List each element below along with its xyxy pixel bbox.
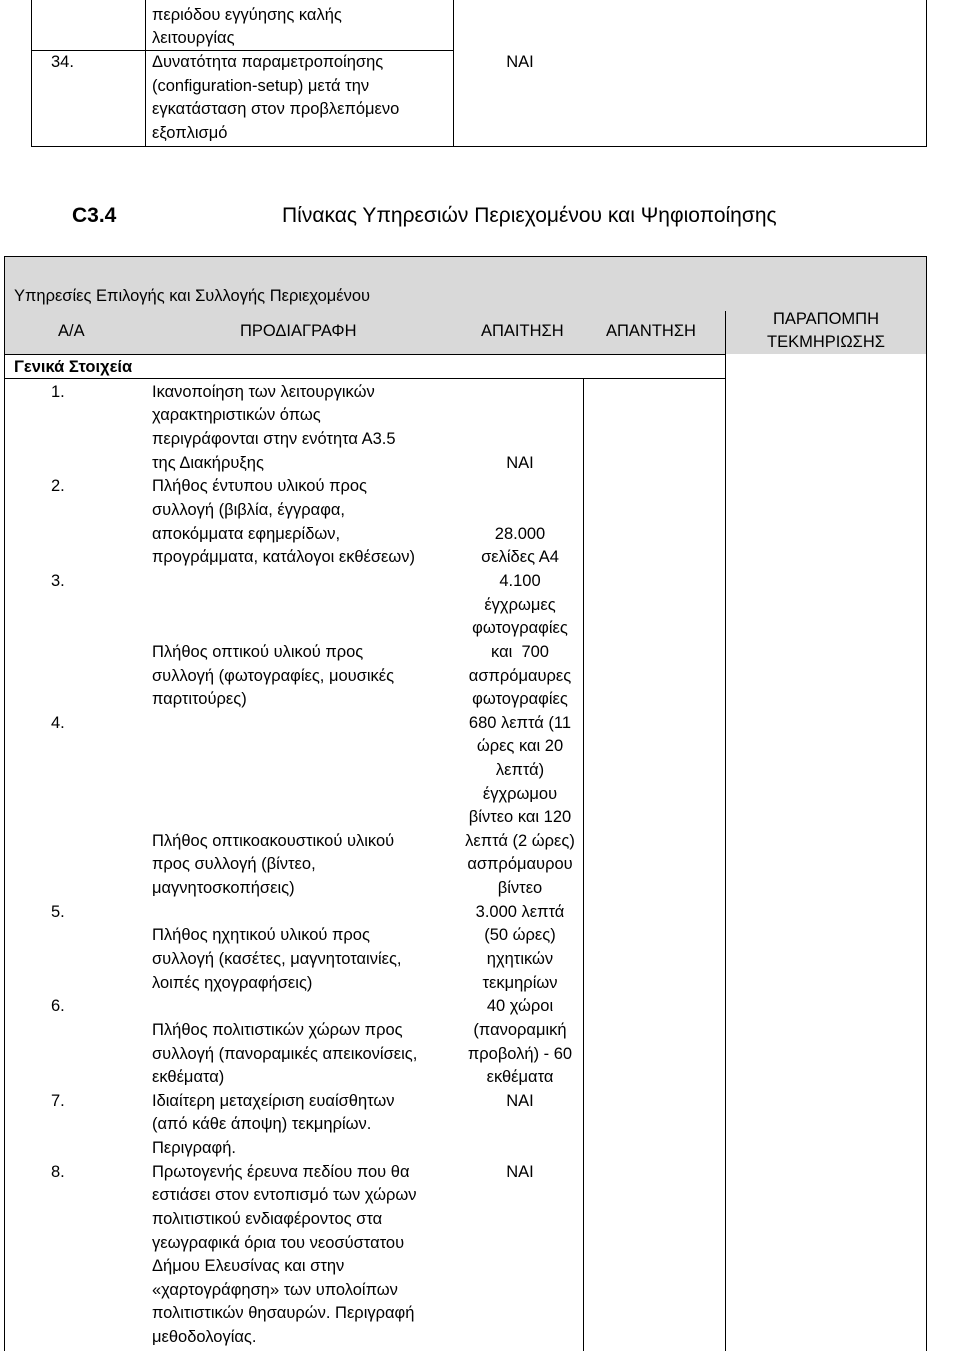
top-table-right-border xyxy=(926,0,927,147)
row-desc: συλλογή (πανοραμικές απεικονίσεις, xyxy=(152,1045,418,1063)
header-separator xyxy=(4,354,725,355)
row-requirement: 28.000 xyxy=(494,525,546,543)
row-requirement: ώρες και 20 xyxy=(476,737,564,755)
row-desc: μεθοδολογίας. xyxy=(152,1328,257,1346)
header-ref: ΠΑΡΑΠΟΜΠΗ xyxy=(772,310,880,328)
row-requirement: ΝΑΙ xyxy=(506,1092,534,1110)
continued-text: περιόδου εγγύησης καλής xyxy=(152,6,342,24)
continued-text: λειτουργίας xyxy=(152,29,235,47)
top-table-col-border xyxy=(145,0,146,147)
header-spec: ΠΡΟΔΙΑΓΡΑΦΗ xyxy=(240,322,357,340)
table-left-border xyxy=(4,256,5,1351)
row-requirement: λεπτά (2 ώρες) xyxy=(465,832,575,850)
row34-requirement: ΝΑΙ xyxy=(506,53,534,71)
row-requirement: και 700 xyxy=(491,643,549,661)
row-desc: Πλήθος πολιτιστικών χώρων προς xyxy=(152,1021,403,1039)
row-desc: πολιτιστικών θησαυρών. Περιγραφή xyxy=(152,1304,415,1322)
row-requirement: προβολή) - 60 xyxy=(467,1045,573,1063)
row-number: 3. xyxy=(51,572,65,590)
row-desc: αποκόμματα εφημερίδων, xyxy=(152,525,341,543)
row-desc: γεωγραφικά όρια του νεοσύστατου xyxy=(152,1234,405,1252)
row-desc: συλλογή (βιβλία, έγγραφα, xyxy=(152,501,346,519)
row-desc: πολιτιστικού ενδιαφέροντος στα xyxy=(152,1210,383,1228)
row-desc: Ικανοποίηση των λειτουργικών xyxy=(152,383,375,401)
row-requirement: φωτογραφίες xyxy=(472,690,568,708)
row-desc: παρτιτούρες) xyxy=(152,690,247,708)
table-top-border xyxy=(4,256,927,257)
row-number: 2. xyxy=(51,477,65,495)
ref-column-border xyxy=(725,311,726,1351)
row-requirement: τεκμηρίων xyxy=(482,974,558,992)
row-desc: συλλογή (κασέτες, μαγνητοταινίες, xyxy=(152,950,402,968)
section-number: C3.4 xyxy=(72,204,117,227)
row-desc: λοιπές ηχογραφήσεις) xyxy=(152,974,313,992)
row-requirement: ασπρόμαυρες xyxy=(468,667,572,685)
header-aa: Α/Α xyxy=(58,322,85,340)
top-table-col-border xyxy=(453,0,454,147)
row-desc: χαρακτηριστικών όπως xyxy=(152,406,321,424)
row-requirement: εκθέματα xyxy=(486,1068,554,1086)
top-table-left-border xyxy=(31,0,32,147)
row-desc: συλλογή (φωτογραφίες, μουσικές xyxy=(152,667,395,685)
header-ref: ΤΕΚΜΗΡΙΩΣΗΣ xyxy=(767,333,885,351)
row-requirement: σελίδες Α4 xyxy=(481,548,559,566)
row-requirement: ηχητικών xyxy=(486,950,554,968)
header-answer: ΑΠΑΝΤΗΣΗ xyxy=(606,322,696,340)
row-requirement: βίντεο και 120 xyxy=(468,808,572,826)
subheading-general: Γενικά Στοιχεία xyxy=(14,358,133,376)
row-desc: Πλήθος ηχητικού υλικού προς xyxy=(152,926,370,944)
row-number: 1. xyxy=(51,383,65,401)
row-requirement: λεπτά) xyxy=(495,761,545,779)
row-requirement: 680 λεπτά (11 xyxy=(468,714,572,732)
row-requirement: ασπρόμαυρου xyxy=(467,855,573,873)
section-title: Πίνακας Υπηρεσιών Περιεχομένου και Ψηφιοποίησης xyxy=(282,204,777,227)
row-desc: Ιδιαίτερη μεταχείριση ευαίσθητων xyxy=(152,1092,395,1110)
row-requirement: ΝΑΙ xyxy=(506,1163,534,1181)
row-number: 7. xyxy=(51,1092,65,1110)
row-desc: Πλήθος οπτικού υλικού προς xyxy=(152,643,364,661)
row-desc: Πλήθος έντυπου υλικού προς xyxy=(152,477,367,495)
row-number: 5. xyxy=(51,903,65,921)
row-desc: «χαρτογράφηση» των υπολοίπων xyxy=(152,1281,398,1299)
row-requirement: έγχρωμες xyxy=(484,596,556,614)
row34-desc: εξοπλισμό xyxy=(152,124,228,142)
row-requirement: ΝΑΙ xyxy=(506,454,534,472)
row34-number: 34. xyxy=(51,53,74,71)
row-desc: (από κάθε άποψη) τεκμηρίων. xyxy=(152,1115,372,1133)
row-requirement: 3.000 λεπτά xyxy=(475,903,565,921)
row-requirement: φωτογραφίες xyxy=(472,619,568,637)
row-number: 8. xyxy=(51,1163,65,1181)
header-requirement: ΑΠΑΙΤΗΣΗ xyxy=(481,322,564,340)
row-requirement: έγχρωμου xyxy=(482,785,558,803)
row-requirement: (50 ώρες) xyxy=(484,926,556,944)
row-number: 4. xyxy=(51,714,65,732)
row-requirement: (πανοραμική xyxy=(473,1021,567,1039)
row-desc: περιγράφονται στην ενότητα Α3.5 xyxy=(152,430,396,448)
row34-desc: εγκατάσταση στον προβλεπόμενο xyxy=(152,100,400,118)
row-desc: μαγνητοσκοπήσεις) xyxy=(152,879,295,897)
row-desc: της Διακήρυξης xyxy=(152,454,264,472)
row-desc: εκθέματα) xyxy=(152,1068,225,1086)
row-requirement: βίντεο xyxy=(497,879,543,897)
group-title: Υπηρεσίες Επιλογής και Συλλογής Περιεχομένου xyxy=(14,287,371,305)
top-table-bottom-border xyxy=(31,146,927,147)
row-desc: προς συλλογή (βίντεο, xyxy=(152,855,316,873)
row34-desc: (configuration-setup) μετά την xyxy=(152,77,370,95)
row-number: 6. xyxy=(51,997,65,1015)
row-desc: εστιάσει στον εντοπισμό των χώρων xyxy=(152,1186,417,1204)
table-right-border xyxy=(926,256,927,1351)
row-desc: Περιγραφή. xyxy=(152,1139,236,1157)
row34-desc: Δυνατότητα παραμετροποίησης xyxy=(152,53,384,71)
row-desc: Πρωτογενής έρευνα πεδίου που θα xyxy=(152,1163,410,1181)
row-desc: προγράμματα, κατάλογοι εκθέσεων) xyxy=(152,548,416,566)
row-desc: Πλήθος οπτικοακουστικού υλικού xyxy=(152,832,395,850)
row-desc: Δήμου Ελευσίνας και στην xyxy=(152,1257,345,1275)
row-requirement: 4.100 xyxy=(499,572,541,590)
row-requirement: 40 χώροι xyxy=(486,997,554,1015)
